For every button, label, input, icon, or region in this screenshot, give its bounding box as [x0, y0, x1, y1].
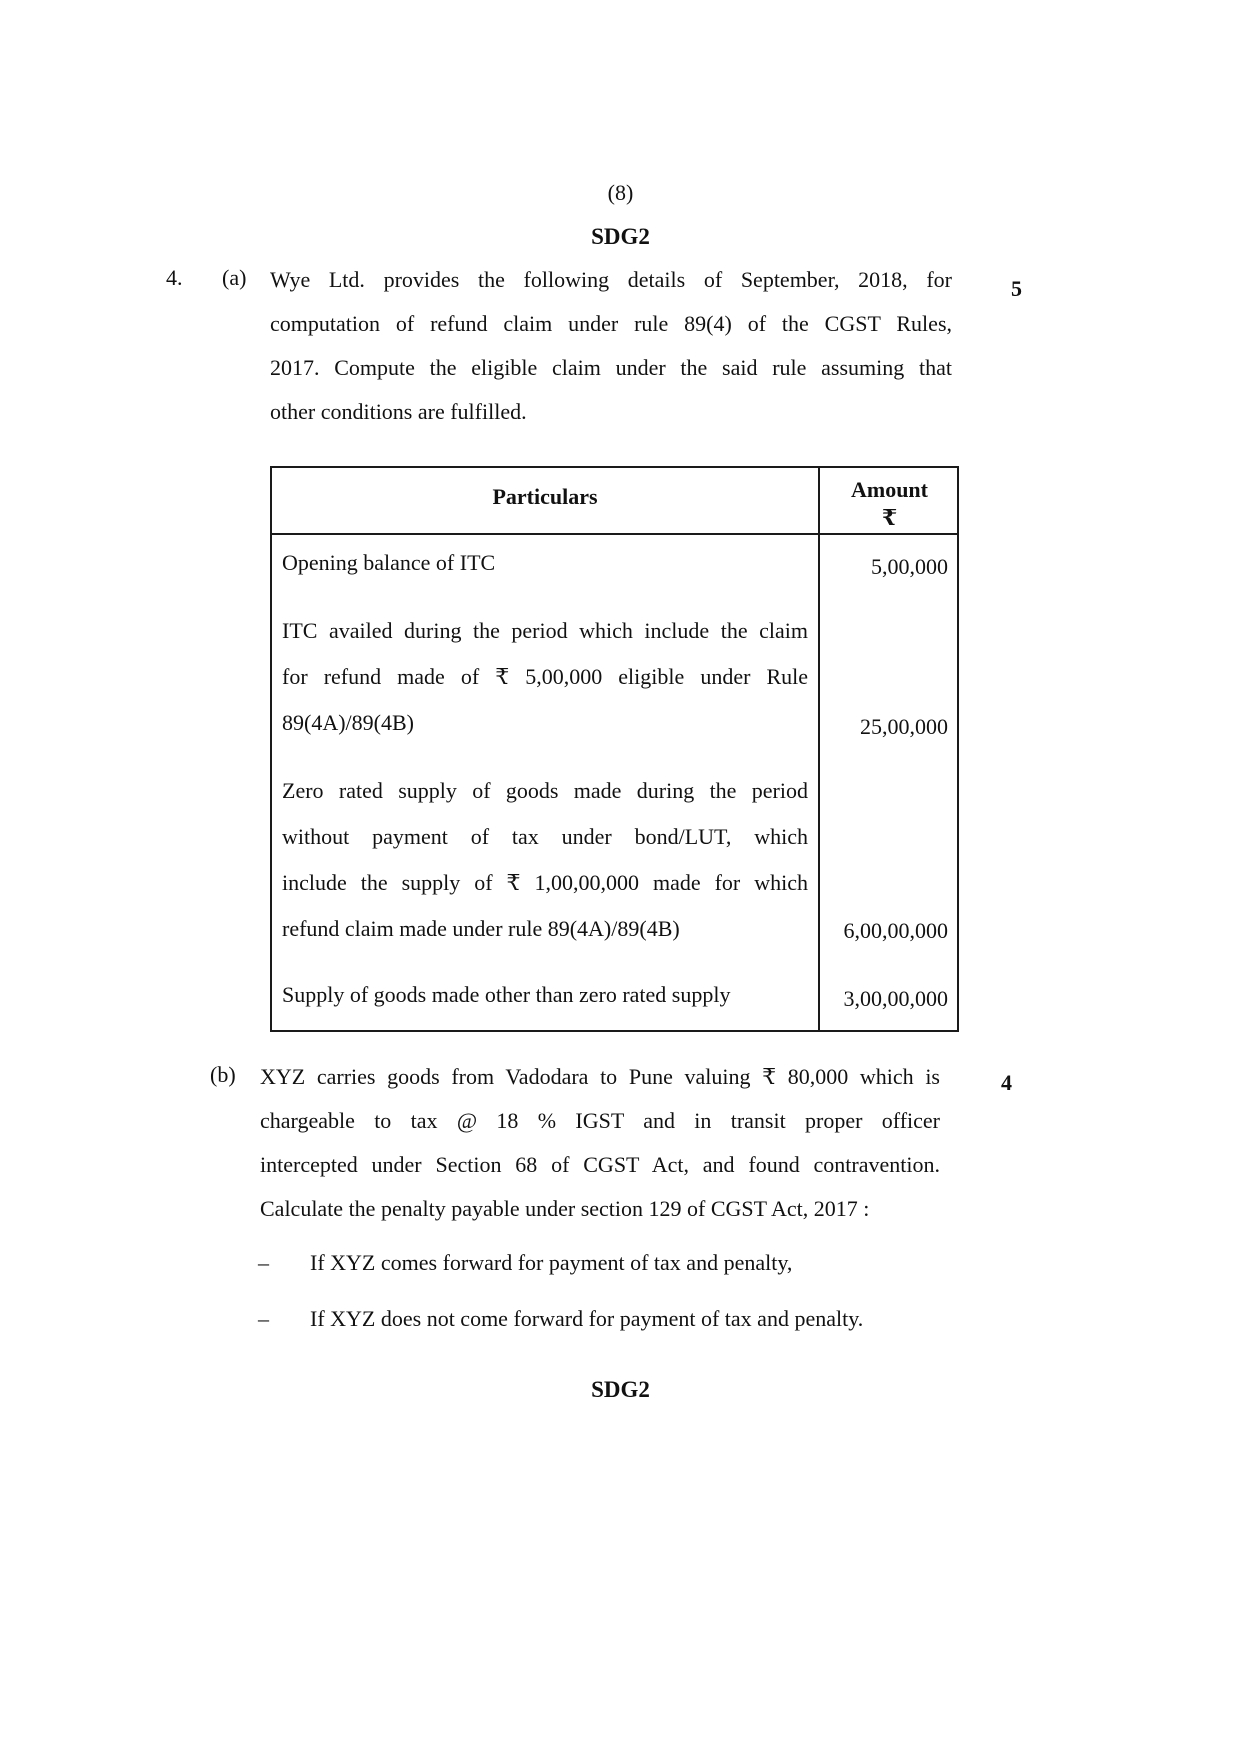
part-a-line: other conditions are fulfilled.: [270, 399, 527, 424]
paper-code-header: SDG2: [591, 224, 650, 249]
table-cell-line: ITC availed during the period which include the claim: [282, 618, 808, 643]
table-row-3-particulars: [282, 768, 808, 952]
part-b-line: XYZ carries goods from Vadodara to Pune valuing ₹ 80,000 which is: [260, 1064, 940, 1089]
table-row-3-amount: 6,00,00,000: [843, 918, 948, 943]
table-cell-line: for refund made of ₹ 5,00,000 eligible under Rule: [282, 664, 808, 689]
part-a-line: computation of refund claim under rule 89(4) of the CGST Rules,: [270, 311, 952, 336]
part-b-marks: 4: [1001, 1070, 1012, 1095]
page-number: (8): [607, 180, 634, 205]
table-cell-line: without payment of tax under bond/LUT, which: [282, 824, 808, 849]
table-header-amount: [820, 476, 959, 532]
part-a-marks: 5: [1011, 276, 1022, 301]
part-a-text: [270, 258, 952, 434]
bullet-item-2: If XYZ does not come forward for payment of tax and penalty.: [310, 1306, 864, 1331]
part-b-line: Calculate the penalty payable under section 129 of CGST Act, 2017 :: [260, 1196, 870, 1221]
table-cell-line: Zero rated supply of goods made during the period: [282, 778, 808, 803]
paper-code-footer: SDG2: [591, 1377, 650, 1402]
part-b-label: (b): [210, 1062, 236, 1087]
table-header-particulars: Particulars: [492, 484, 598, 509]
part-a-line: Wye Ltd. provides the following details of September, 2018, for: [270, 267, 952, 292]
part-b-line: intercepted under Section 68 of CGST Act, and found contravention.: [260, 1152, 940, 1177]
part-b-text: [260, 1055, 940, 1231]
table-cell-line: include the supply of ₹ 1,00,00,000 made for which: [282, 870, 808, 895]
part-a-label: (a): [222, 265, 247, 290]
bullet-item-1: If XYZ comes forward for payment of tax and penalty,: [310, 1250, 793, 1275]
table-row-1-amount: 5,00,000: [871, 554, 948, 579]
table-cell-line: Supply of goods made other than zero rated supply: [282, 982, 731, 1007]
table-row-2-particulars: [282, 608, 808, 746]
table-header-amount-label: Amount: [850, 477, 928, 502]
bullet-dash: –: [258, 1250, 269, 1275]
table-cell-line: 89(4A)/89(4B): [282, 710, 414, 735]
table-cell-line: Opening balance of ITC: [282, 550, 496, 575]
table-row-4-particulars: [282, 972, 808, 1018]
table-row-1-particulars: [282, 540, 808, 586]
part-b-line: chargeable to tax @ 18 % IGST and in transit proper officer: [260, 1108, 940, 1133]
part-a-line: 2017. Compute the eligible claim under the said rule assuming that: [270, 355, 952, 380]
question-number: 4.: [166, 265, 183, 290]
table-row-2-amount: 25,00,000: [860, 714, 948, 739]
table-cell-line: refund claim made under rule 89(4A)/89(4B): [282, 916, 680, 941]
table-header-divider: [272, 533, 957, 535]
table-header-currency: ₹: [881, 505, 898, 530]
bullet-dash: –: [258, 1306, 269, 1331]
table-column-divider: [818, 468, 820, 1030]
refund-table: [270, 466, 959, 1032]
table-row-4-amount: 3,00,00,000: [843, 986, 948, 1011]
